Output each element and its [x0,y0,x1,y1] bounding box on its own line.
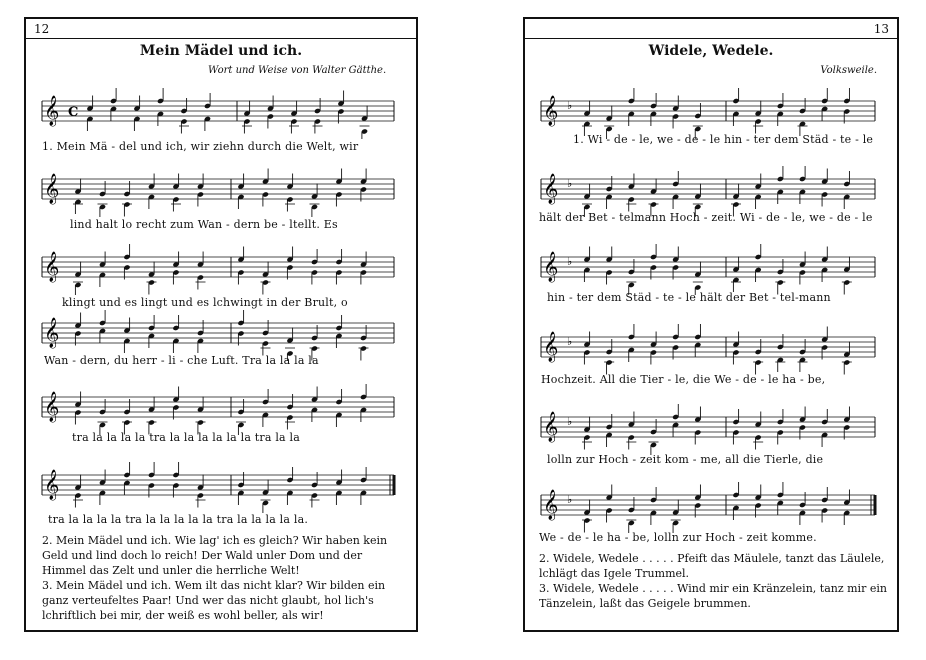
flat-key-icon: ♭ [567,493,573,506]
music-system [525,157,897,217]
music-system [26,235,416,295]
staff-svg [26,79,416,139]
song-title-left: Mein Mädel und ich. [139,43,303,59]
treble-clef-icon: 𝄞 [44,392,60,422]
lyric-line: We - de - le ha - be, lolln zur Hoch - zeit komme. [539,531,817,544]
song-credit-right: Volksweile. [820,65,877,76]
verse-3: 3. Mein Mädel und ich. Wem ilt das nicht klar? Wir bilden ein ganz verteufeltes Paar! Und wer das nicht glaubt, hol lich's lchriftlich bei mir, der weiß es wohl beller, als wir! [42,579,386,622]
lyric-line: lind halt lo recht zum Wan - dern be - ltellt. Es [70,218,338,231]
music-system [525,315,897,375]
staff-svg [525,235,897,295]
staff-svg [525,473,897,533]
lyric-line: tra la la la la tra la la la la la la tra la la [72,431,300,444]
lyric-line: hält der Bet - telmann Hoch - zeit. Wi - de - le, we - de - le [539,211,873,224]
flat-key-icon: ♭ [567,99,573,112]
lyric-line: hin - ter dem Städ - te - le hält der Bet - tel-mann [547,291,831,304]
music-system [26,301,416,361]
lyric-line: Hochzeit. All die Tier - le, die We - de - le ha - be, [541,373,826,386]
music-system [525,235,897,295]
right-page [523,17,899,632]
treble-clef-icon: 𝄞 [44,318,60,348]
lyric-line: 1. Wi - de - le, we - de - le hin - ter dem Städ - te - le [573,133,874,146]
verse-2: 2. Mein Mädel und ich. Wie lag' ich es gleich? Wir haben kein Geld und lind doch lo reich! Der Wald unler Dom und der Himmel das Zelt und unler die herrliche Welt! [42,534,388,577]
verse-3: 3. Widele, Wedele . . . . . Wind mir ein Kränzelein, tanz mir ein Tänzelein, laßt das Geigele brummen. [539,582,887,610]
additional-verses [539,551,891,611]
song-credit-left: Wort und Weise von Walter Gätthe. [208,65,387,76]
verse-2: 2. Widele, Wedele . . . . . Pfeift das Mäulele, tanzt das Läulele, lchlägt das Igele Trummel. [539,552,885,580]
treble-clef-icon: 𝄞 [44,252,60,282]
song-title-right: Widele, Wedele. [648,43,774,59]
treble-clef-icon: 𝄞 [543,332,559,362]
staff-svg [26,235,416,295]
staff-svg [26,375,416,435]
page-number-left: 12 [26,19,416,39]
staff-svg [525,157,897,217]
music-system [525,395,897,455]
flat-key-icon: ♭ [567,335,573,348]
additional-verses [42,533,404,623]
staff-svg [26,453,416,513]
treble-clef-icon: 𝄞 [44,470,60,500]
music-system [26,375,416,435]
treble-clef-icon: 𝄞 [543,412,559,442]
treble-clef-icon: 𝄞 [44,96,60,126]
staff-svg [26,301,416,361]
flat-key-icon: ♭ [567,177,573,190]
music-system [525,79,897,139]
lyric-line: 1. Mein Mä - del und ich, wir ziehn durch die Welt, wir [42,140,359,153]
left-page [24,17,418,632]
treble-clef-icon: 𝄞 [543,490,559,520]
lyric-line: klingt und es lingt und es lchwingt in der Brult, o [62,296,348,309]
music-system [26,79,416,139]
music-system [26,453,416,513]
staff-svg [525,395,897,455]
treble-clef-icon: 𝄞 [543,252,559,282]
page-number-right: 13 [525,19,897,39]
staff-svg [525,315,897,375]
staff-svg [26,157,416,217]
flat-key-icon: ♭ [567,255,573,268]
flat-key-icon: ♭ [567,415,573,428]
lyric-line: Wan - dern, du herr - li - che Luft. Tra la la la la [44,354,319,367]
treble-clef-icon: 𝄞 [44,174,60,204]
treble-clef-icon: 𝄞 [543,96,559,126]
staff-svg [525,79,897,139]
lyric-line: lolln zur Hoch - zeit kom - me, all die Tierle, die [547,453,824,466]
music-system [525,473,897,533]
time-signature-icon: C [68,105,79,120]
music-system [26,157,416,217]
treble-clef-icon: 𝄞 [543,174,559,204]
lyric-line: tra la la la la tra la la la la la tra la la la la la. [48,513,309,526]
